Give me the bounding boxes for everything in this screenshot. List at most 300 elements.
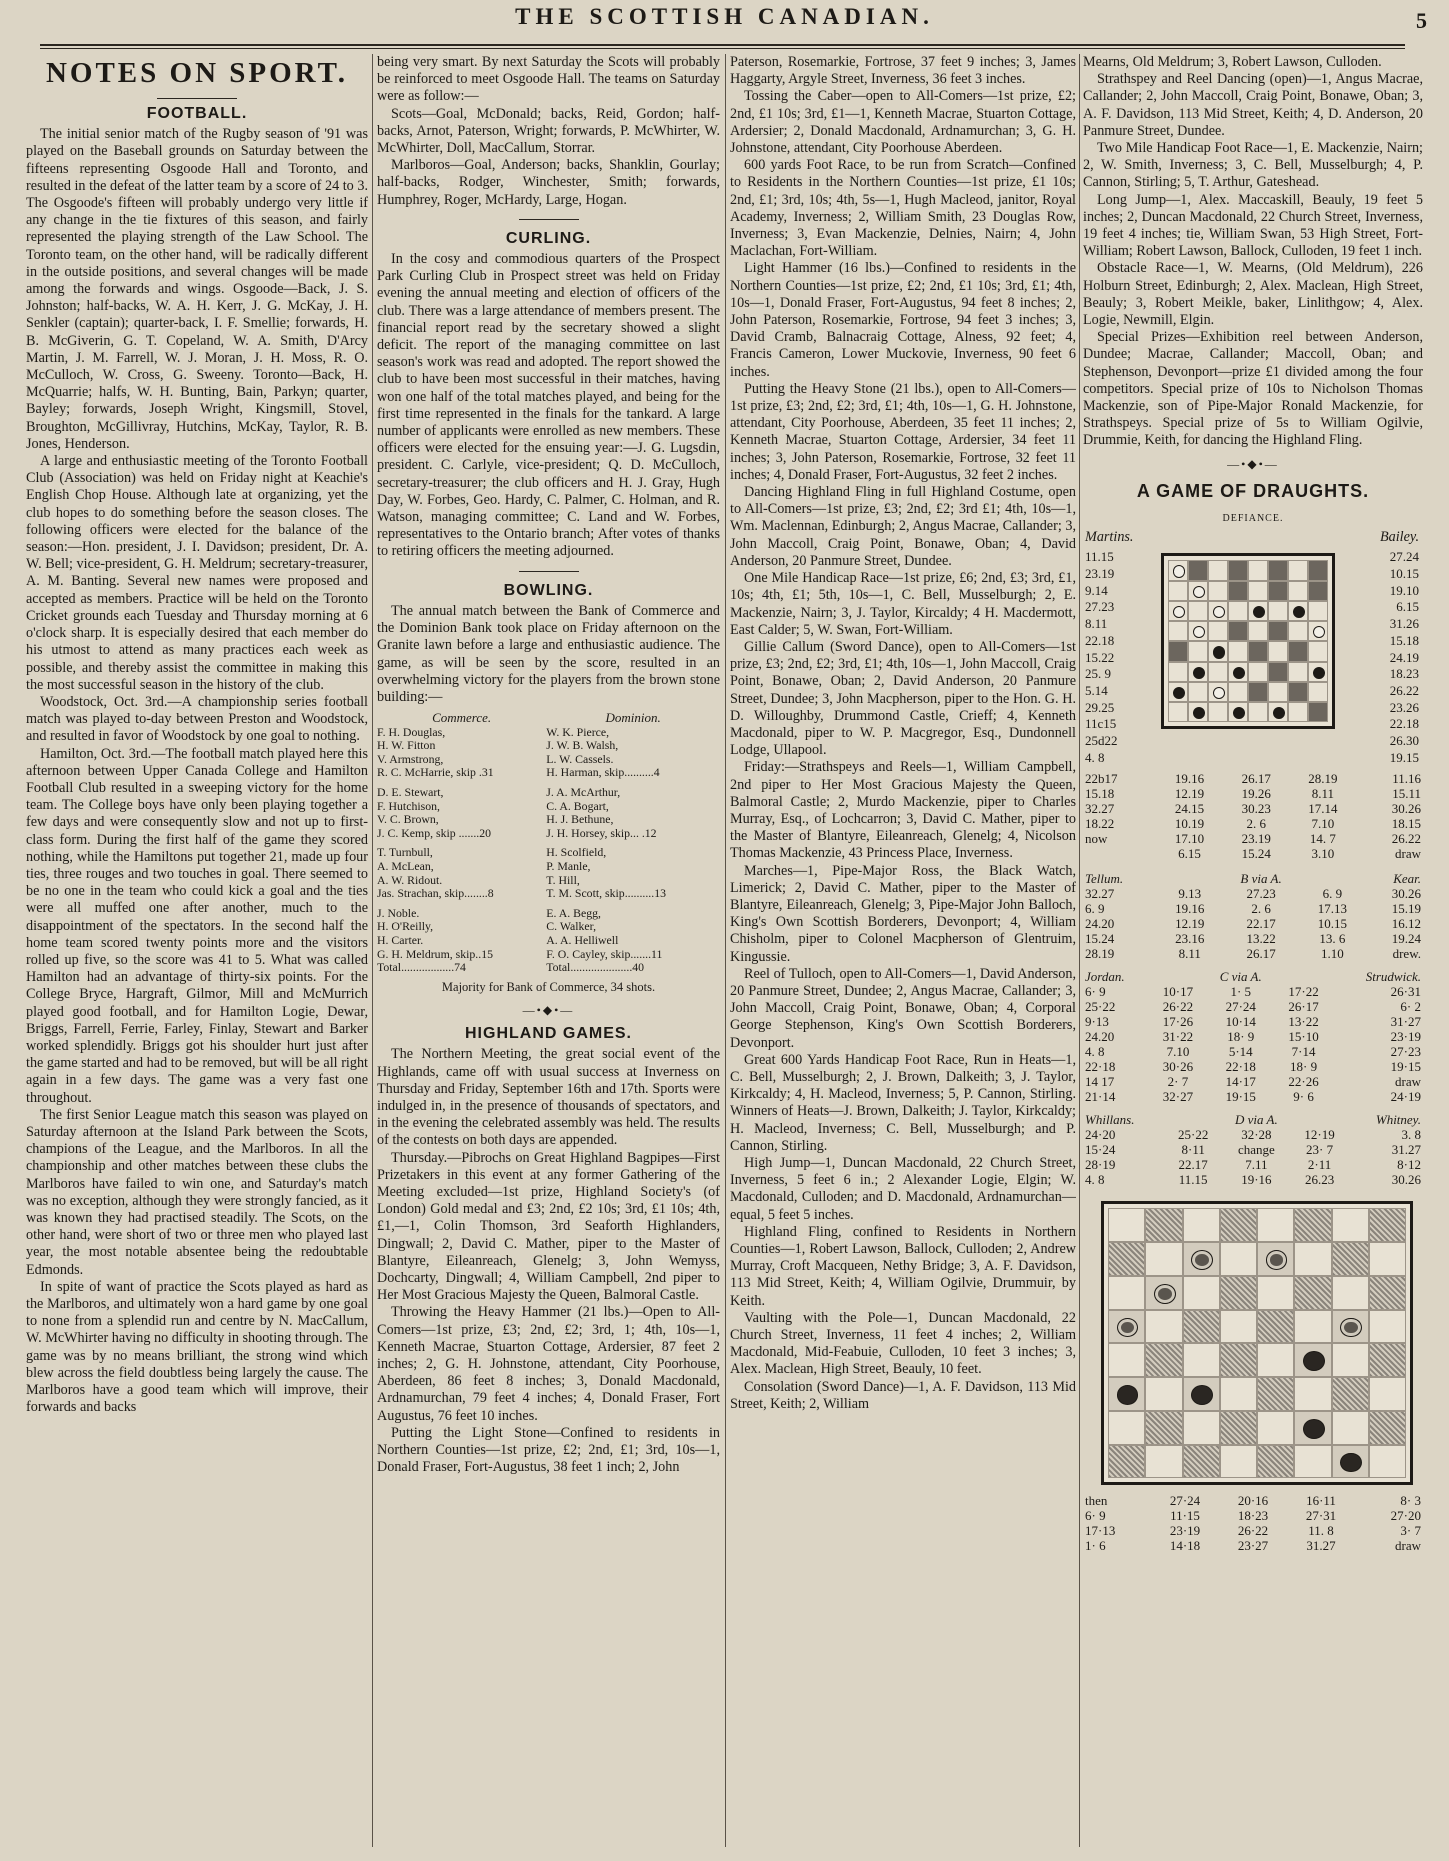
board-square bbox=[1288, 641, 1308, 661]
moves-row bbox=[1083, 816, 1423, 831]
dominion-player: T. M. Scott, skip..........13 bbox=[546, 886, 666, 901]
heading-rule bbox=[157, 98, 237, 99]
board-square bbox=[1183, 1377, 1220, 1411]
draughts-move: 17.14 bbox=[1308, 801, 1338, 817]
commerce-player: D. E. Stewart, bbox=[377, 785, 444, 800]
draughts-move: 15.19 bbox=[1391, 901, 1421, 917]
draughts-move: 24·19 bbox=[1390, 1089, 1421, 1105]
dominion-player: H. Harman, skip..........4 bbox=[546, 765, 660, 780]
board-square bbox=[1145, 1242, 1182, 1276]
draughts-move: 7.10 bbox=[1311, 816, 1335, 832]
board-square bbox=[1288, 560, 1308, 580]
player-name: Jordan. bbox=[1085, 969, 1125, 985]
dominion-player: J. W. B. Walsh, bbox=[546, 738, 619, 753]
draughts-move: 26·17 bbox=[1288, 999, 1319, 1015]
commerce-player: H. O'Reilly, bbox=[377, 919, 434, 934]
board-square bbox=[1332, 1208, 1369, 1242]
board-square bbox=[1268, 641, 1288, 661]
draughts-move: 19·15 bbox=[1225, 1089, 1256, 1105]
draughts-heading: A GAME OF DRAUGHTS. bbox=[1136, 480, 1370, 501]
black-piece bbox=[1273, 707, 1285, 719]
board-square bbox=[1248, 662, 1268, 682]
draughts-move: 10·14 bbox=[1225, 1014, 1256, 1030]
commerce-player: R. C. McHarrie, skip .31 bbox=[377, 765, 494, 780]
draughts-move: 6. 9 bbox=[1085, 901, 1105, 917]
draughts-move: 10.19 bbox=[1174, 816, 1205, 832]
header-spacer bbox=[1302, 871, 1362, 886]
highland-result: Dancing Highland Fling in full Highland Costume, open to All-Comers—1st prize, £3; 2nd, £2; 3rd £1; 4th, 10s—1, Wm. Maclennan, Edinburgh; 2, Angus Macrae, Callander; 3, John Maccoll, Craig Point, Bonawe, Oban; 4, David Anderson, 20 Panmure Street, Dundee. bbox=[730, 484, 1076, 569]
player-name: Whillans. bbox=[1085, 1112, 1135, 1128]
board-square bbox=[1294, 1343, 1331, 1377]
board-square bbox=[1228, 682, 1248, 702]
board-square bbox=[1369, 1377, 1406, 1411]
highland-result: Gillie Callum (Sword Dance), open to All-Comers—1st prize, £3; 2nd, £2; 3rd, £1; 4th, 10s—1, John Maccoll, Craig Point, Bonawe, Oban; 2, David Anderson, 20 Panmure Street, Dundee; 3, John Macpherson, piper to the Hon. G. H. D. Willoughby, Drummond Castle, Crieff; 4, Kenneth Macdonald, piper to W. P. Macgregor, Esq., Dundonnell Lodge, Ullapool. bbox=[730, 638, 1076, 759]
draughts-move: 17.13 bbox=[1317, 901, 1347, 917]
draughts-move: 3.10 bbox=[1311, 846, 1335, 862]
variation-d-table bbox=[1083, 1112, 1423, 1187]
player-name: Strudwick. bbox=[1365, 969, 1421, 985]
draughts-move: 19.24 bbox=[1391, 931, 1421, 947]
commerce-player: T. Turnbull, bbox=[377, 845, 433, 860]
highland-result: Great 600 Yards Handicap Foot Race, Run in Heats—1, C. Bell, Musselburgh; 2, J. Brown, Dalkeith; 3, J. Taylor, Kirkcaldy; 4, H. Macleod, Inverness; 5, P. Cannon, Stirling. Winners of Heats—J. Brown, Dalkeith; J. Taylor, Kirkcaldy; H. Macleod, Inverness; C. Bell, Musselburgh; and P. Cannon, Stirling. bbox=[730, 1051, 1076, 1154]
board-square bbox=[1369, 1445, 1406, 1479]
moves-row bbox=[1083, 1172, 1423, 1187]
draughts-move: 11c15 bbox=[1085, 716, 1117, 732]
moves-row bbox=[1083, 984, 1423, 999]
board-square bbox=[1294, 1310, 1331, 1344]
draughts-move: 23·27 bbox=[1237, 1538, 1269, 1554]
highland-result: Putting the Heavy Stone (21 lbs.), open to All-Comers—1st prize, £3; 2nd, £2; 3rd, £1; 4th, 10s—1, G. H. Johnstone, attendant, City Poorhouse, Aberdeen, 35 feet 11 inches; 2, Kenneth Macrae, Stuarton Cottage, Ardersier, 34 feet 11 inches; 3, John Paterson, Rosemarkie, Fortrose, 32 feet 11 inches; 4, Donald Fraser, Fort-Augustus, 32 feet 2 inches. bbox=[730, 380, 1076, 483]
moves-row bbox=[1083, 886, 1423, 901]
moves-row bbox=[1083, 901, 1423, 916]
highland-result: Highland Fling, confined to Residents in Northern Counties—1, Robert Lawson, Ballock, Culloden; 2, Andrew Murray, Croft Macqueen, Nethy Bridge; 3, A. F. Davidson, 113 Mid Street, Keith; 4, William Ogilvie, Drummuir, by Keith. bbox=[730, 1223, 1076, 1309]
highland-para: The Northern Meeting, the great social event of the Highlands, came off with usual success at Inverness on Thursday and Friday, September 16th and 17th. Sports were indulged in, in the presence of thousands of spectators, and in the evening the celebrated assembly was held. The results of the contests on both days are appended. bbox=[377, 1046, 720, 1149]
draughts-move: 6· 9 bbox=[1085, 984, 1106, 1000]
highland-para: Throwing the Heavy Hammer (21 lbs.)—Open to All-Comers—1st prize, £3; 2nd, £2; 3rd, 1; 4th, 10s—1, Kenneth Macrae, Stuarton Cottage, Ardersier, 87 feet 2 inches; 2, G. H. Johnstone, attendant, City Poorhouse, Aberdeen, 86 feet 8 inches; 3, Donald Macdonald, Ardnamurchan, 79 feet 4 inches; 4, Donald Fraser, Fort Augustus, 76 feet 10 inches. bbox=[377, 1304, 720, 1424]
draughts-move: 2. 6 bbox=[1246, 816, 1266, 832]
board-square bbox=[1288, 581, 1308, 601]
highland-result: Marches—1, Pipe-Major Ross, the Black Watch, Limerick; 2, David C. Mather, piper to the Master of Blantyre, Eileanreach, Glenelg; 3, Pipe-Major John Balloch, King's Own Scottish Borderers, Devonport; 4, William Chisholm, piper to Colonel Macpherson of Glentruim, Kingussie. bbox=[730, 862, 1076, 965]
draughts-move: 4. 8 bbox=[1085, 1172, 1105, 1188]
draughts-move: 24.20 bbox=[1085, 916, 1115, 932]
rink-row bbox=[377, 860, 720, 874]
dominion-player: H. Scolfield, bbox=[546, 845, 607, 860]
header-spacer bbox=[1166, 1112, 1220, 1127]
draughts-move: 22·18 bbox=[1085, 1059, 1116, 1075]
dominion-player: P. Manle, bbox=[546, 859, 591, 874]
highland-result: Strathspey and Reel Dancing (open)—1, Angus Macrae, Callander; 2, John Maccoll, Craig Point, Bonawe, Oban; 3, A. F. Davidson, 113 Mid Street, Keith; 4, D. Anderson, 20 Panmure Street, Dundee. bbox=[1083, 71, 1423, 139]
board-square bbox=[1332, 1242, 1369, 1276]
board-square bbox=[1145, 1377, 1182, 1411]
draughts-move: 26.17 bbox=[1241, 771, 1271, 787]
moves-row bbox=[1083, 916, 1423, 931]
black-piece bbox=[1117, 1385, 1139, 1405]
column-3 bbox=[730, 54, 1076, 1851]
draughts-move: 17·26 bbox=[1162, 1014, 1194, 1030]
board-square bbox=[1183, 1242, 1220, 1276]
rink-row bbox=[377, 753, 720, 767]
highland-result: Paterson, Rosemarkie, Fortrose, 37 feet 9 inches; 3, James Haggarty, Argyle Street, Inverness, 36 feet 3 inches. bbox=[730, 54, 1076, 88]
commerce-player: V. C. Brown, bbox=[377, 812, 439, 827]
board-square bbox=[1183, 1310, 1220, 1344]
football-para: The first Senior League match this season was played on Saturday afternoon at the Island Park between the Scots, champions of the League, and the Marlboros. In all the championship and other matches between these clubs the Marlboros have failed to win one, and Saturday's match was no exception, although they were strongly fancied, as it was known they had practised steadily. The Scots, on the other hand, were short of two or three men who played last year, the most notable absentee being the redoubtable Edmonds. bbox=[26, 1106, 368, 1278]
draughts-move: 4. 8 bbox=[1085, 1044, 1105, 1060]
dominion-player: H. J. Bethune, bbox=[546, 812, 614, 827]
draughts-move: 19·16 bbox=[1241, 1172, 1272, 1188]
variation-c-table bbox=[1083, 969, 1423, 1104]
board-square bbox=[1168, 581, 1188, 601]
draughts-move: 15.24 bbox=[1085, 931, 1115, 947]
board-square bbox=[1188, 601, 1208, 621]
draughts-opening: DEFIANCE. bbox=[1222, 513, 1284, 525]
board-square bbox=[1369, 1242, 1406, 1276]
board-square bbox=[1332, 1276, 1369, 1310]
draughts-move: 14·18 bbox=[1169, 1538, 1201, 1554]
draughts-move: 21·14 bbox=[1085, 1089, 1116, 1105]
draughts-move: 23.16 bbox=[1175, 931, 1205, 947]
board-square bbox=[1220, 1411, 1257, 1445]
moves-row bbox=[1083, 946, 1423, 961]
board-square bbox=[1268, 702, 1288, 722]
draughts-move: 2·11 bbox=[1307, 1157, 1332, 1173]
black-piece bbox=[1191, 1385, 1213, 1405]
draughts-move: 19.16 bbox=[1175, 901, 1205, 917]
draughts-move: 8.11 bbox=[1178, 946, 1201, 962]
board-square bbox=[1332, 1377, 1369, 1411]
black-piece bbox=[1253, 606, 1265, 618]
bowling-heading: BOWLING. bbox=[503, 581, 594, 599]
board-square bbox=[1168, 702, 1188, 722]
board-square bbox=[1108, 1377, 1145, 1411]
board-square bbox=[1248, 682, 1268, 702]
rink-row bbox=[377, 813, 720, 827]
board-square bbox=[1145, 1411, 1182, 1445]
draughts-move: 32.27 bbox=[1085, 801, 1115, 817]
black-piece bbox=[1303, 1419, 1325, 1439]
draughts-move: 15·24 bbox=[1085, 1142, 1116, 1158]
board-square bbox=[1369, 1310, 1406, 1344]
draughts-move: 19.26 bbox=[1241, 786, 1271, 802]
board-square bbox=[1168, 601, 1188, 621]
football-para: Woodstock, Oct. 3rd.—A championship series football match was played to-day between Preston and Woodstock, and resulted in favor of Woodstock by one goal to nothing. bbox=[26, 693, 368, 745]
player-name: Whitney. bbox=[1375, 1112, 1421, 1128]
newspaper-title: THE SCOTTISH CANADIAN. bbox=[515, 4, 934, 29]
football-para: The initial senior match of the Rugby season of '91 was played on the Baseball grounds on Saturday between the fifteens representing Osgoode Hall and Toronto, and resulted in the defeat of the latter team by a score of 24 to 3. The Osgoode's fifteen will probably undergo very little if any change in the tie fixtures of this season, and fairly represented the playing strength of the Law School. The Toronto team, on the other hand, will be radically different in the outside positions, and several changes will be made among the forwards and wings. Osgoode—Back, J. S. Johnston; half-backs, W. A. H. Kerr, J. G. McKay, J. H. Senkler (captain); quarter-back, I. F. Smellie; forwards, H. B. McGiverin, G. T. Copeland, W. A. Smith, D'Arcy Martin, J. M. Farrell, W. J. Moran, J. H. Moss, R. O. McCulloch, W. Cross, G. Sweeny. Toronto—Back, H. McQuarrie; halfs, W. H. Bunting, Bain, Parkyn; quarter, Bayley; forwards, Joseph Wright, Kingsmill, Stovel, Broughton, McGillivray, Hutchins, McKay, Taylor, R. B. Jones, Henderson. bbox=[26, 126, 368, 452]
board-square bbox=[1208, 621, 1228, 641]
black-piece bbox=[1213, 646, 1225, 658]
draughts-move: now bbox=[1085, 831, 1108, 847]
commerce-player: Jas. Strachan, skip........8 bbox=[377, 886, 494, 901]
draughts-move: 8·12 bbox=[1397, 1157, 1421, 1173]
draughts-move: 9· 6 bbox=[1293, 1089, 1314, 1105]
draughts-move: 26·31 bbox=[1390, 984, 1421, 1000]
rink-row bbox=[377, 874, 720, 888]
highland-result: Consolation (Sword Dance)—1, A. F. Davidson, 113 Mid Street, Keith; 2, William bbox=[730, 1378, 1076, 1412]
draughts-move: 27·31 bbox=[1305, 1508, 1337, 1524]
moves-row bbox=[1083, 931, 1423, 946]
draughts-move: 10.15 bbox=[1389, 565, 1419, 581]
moves-row bbox=[1083, 1089, 1423, 1104]
rink-row bbox=[377, 827, 720, 841]
draughts-move: 5.14 bbox=[1085, 682, 1108, 698]
board-square bbox=[1168, 560, 1188, 580]
board-square bbox=[1228, 662, 1248, 682]
dominion-player: T. Hill, bbox=[546, 872, 580, 887]
draughts-move: 22.17 bbox=[1246, 916, 1276, 932]
black-piece bbox=[1293, 606, 1305, 618]
draughts-move: 17·22 bbox=[1288, 984, 1319, 1000]
highland-result: Obstacle Race—1, W. Mearns, (Old Meldrum), 226 Holburn Street, Edinburgh; 2, Alex. Maclean, High Street, Beauly; 3, Robert Meikle, baker, Linlithgow; 4, Alex. Logie, Newmill, Elgin. bbox=[1083, 260, 1423, 329]
draughts-move: 26.23 bbox=[1304, 1172, 1335, 1188]
board-square bbox=[1228, 641, 1248, 661]
board-square bbox=[1288, 662, 1308, 682]
board-square bbox=[1188, 702, 1208, 722]
board-square bbox=[1220, 1445, 1257, 1479]
sport-heading: NOTES ON SPORT. bbox=[45, 57, 349, 89]
black-piece bbox=[1193, 667, 1205, 679]
draughts-move: 2· 7 bbox=[1167, 1074, 1189, 1090]
player-bailey: Bailey. bbox=[1379, 529, 1419, 546]
highland-result: Friday:—Strathspeys and Reels—1, William Campbell, 2nd piper to Her Most Gracious Majesty the Queen, Balmoral Castle; 2, Murdo Mackenzie, piper to Charles Murray, Esq., of Lochcarron; 3, David C. Mather, piper to the Master of Blantyre, Eileanreach, Glenelg; 4, Nicolson Thomas Mackenzie, 43 Princess Place, Inverness. bbox=[730, 759, 1076, 862]
draughts-move: 18· 9 bbox=[1289, 1059, 1318, 1075]
board-square bbox=[1308, 702, 1328, 722]
draughts-move: 10·17 bbox=[1162, 984, 1194, 1000]
white-piece bbox=[1266, 1250, 1288, 1270]
board-square bbox=[1332, 1411, 1369, 1445]
draughts-move: 28.19 bbox=[1308, 771, 1338, 787]
white-piece bbox=[1117, 1318, 1139, 1338]
commerce-player: J. C. Kemp, skip .......20 bbox=[377, 825, 492, 840]
board-square bbox=[1188, 682, 1208, 702]
bottom-moves-table bbox=[1083, 1493, 1423, 1553]
board-square bbox=[1257, 1445, 1294, 1479]
commerce-player: H. Carter. bbox=[377, 933, 424, 948]
football-continued: being very smart. By next Saturday the Scots will probably be reinforced to meet Osgoode Hall. The teams on Saturday were as follow:— bbox=[377, 54, 720, 105]
board-square bbox=[1208, 641, 1228, 661]
draughts-move: 31.27 bbox=[1306, 1538, 1336, 1554]
draughts-move: 15.18 bbox=[1389, 632, 1419, 648]
board-square bbox=[1168, 662, 1188, 682]
draughts-move: 31·22 bbox=[1162, 1029, 1194, 1045]
board-square bbox=[1308, 641, 1328, 661]
dominion-player: A. A. Helliwell bbox=[546, 933, 619, 948]
moves-row bbox=[1083, 1014, 1423, 1029]
draughts-move: then bbox=[1085, 1493, 1108, 1509]
board-square bbox=[1168, 641, 1188, 661]
board-square bbox=[1308, 621, 1328, 641]
draughts-move: 15.24 bbox=[1241, 846, 1271, 862]
draughts-move: 23·19 bbox=[1390, 1029, 1421, 1045]
rink-row bbox=[377, 907, 720, 921]
board-square bbox=[1257, 1411, 1294, 1445]
rink-row bbox=[377, 766, 720, 780]
draughts-move: 24.20 bbox=[1085, 1029, 1115, 1045]
board-square bbox=[1188, 662, 1208, 682]
board-square bbox=[1369, 1276, 1406, 1310]
board-square bbox=[1369, 1208, 1406, 1242]
total-dominion: Total.....................40 bbox=[546, 960, 645, 975]
ornament-divider: —•◆•— bbox=[1227, 456, 1279, 471]
white-piece bbox=[1193, 626, 1205, 638]
ornament-divider: —•◆•— bbox=[522, 1003, 575, 1017]
draughts-move: 18.15 bbox=[1391, 816, 1421, 832]
draughts-move: 19·15 bbox=[1390, 1059, 1421, 1075]
board-square bbox=[1369, 1343, 1406, 1377]
draughts-move: 9.14 bbox=[1085, 582, 1108, 598]
moves-row bbox=[1083, 801, 1423, 816]
board-square bbox=[1268, 621, 1288, 641]
highland-result: Vaulting with the Pole—1, Duncan Macdonald, 22 Church Street, Inverness, 11 feet 4 inches; 2, William Macdonald, Mid-Feabuie, Culloden, 10 feet 3 inches; 3, Alex. Maclean, High Street, Beauly, 10 feet. bbox=[730, 1309, 1076, 1378]
draughts-move: 6.15 bbox=[1178, 846, 1201, 862]
draughts-move: 11.16 bbox=[1392, 771, 1421, 787]
draughts-move: 22·26 bbox=[1288, 1074, 1319, 1090]
board-square bbox=[1248, 560, 1268, 580]
board-square bbox=[1208, 581, 1228, 601]
moves-row bbox=[1083, 1074, 1423, 1089]
board-square bbox=[1145, 1276, 1182, 1310]
draughts-move: 14 17 bbox=[1085, 1074, 1115, 1090]
rink-row bbox=[377, 726, 720, 740]
curling-heading: CURLING. bbox=[505, 229, 592, 247]
header-spacer bbox=[1293, 1112, 1347, 1127]
rink-row bbox=[377, 739, 720, 753]
draughts-move: 25. 9 bbox=[1085, 666, 1111, 682]
draughts-move: change bbox=[1237, 1142, 1275, 1158]
board-square bbox=[1108, 1276, 1145, 1310]
draughts-move: 26.17 bbox=[1246, 946, 1276, 962]
board-square bbox=[1248, 601, 1268, 621]
board-square bbox=[1257, 1310, 1294, 1344]
white-piece bbox=[1154, 1284, 1176, 1304]
page-number: 5 bbox=[1416, 8, 1427, 33]
bowling-majority: Majority for Bank of Commerce, 34 shots. bbox=[441, 979, 656, 994]
board-square bbox=[1294, 1445, 1331, 1479]
draughts-move: 11.15 bbox=[1178, 1172, 1208, 1188]
board-square bbox=[1220, 1343, 1257, 1377]
commerce-player: V. Armstrong, bbox=[377, 751, 444, 766]
draughts-board-1 bbox=[1161, 553, 1335, 729]
board-square bbox=[1257, 1208, 1294, 1242]
board-square bbox=[1208, 682, 1228, 702]
draughts-move: 22.17 bbox=[1178, 1157, 1208, 1173]
column-rule bbox=[725, 54, 726, 1847]
draughts-move: 5·14 bbox=[1228, 1044, 1253, 1060]
draughts-move: 22·18 bbox=[1225, 1059, 1256, 1075]
board-square bbox=[1268, 662, 1288, 682]
masthead-rule-thin bbox=[40, 48, 1405, 49]
highland-result: Tossing the Caber—open to All-Comers—1st prize, £2; 2nd, £1 10s; 3rd, £1—1, Kenneth Macrae, Stuarton Cottage, Ardersier; 2, Donald Macdonald, Ardnamurchan; 3, G. H. Johnstone, attendant, City Poorhouse Aberdeen. bbox=[730, 88, 1076, 157]
board-square bbox=[1220, 1242, 1257, 1276]
moves-row bbox=[1083, 771, 1423, 786]
board-square bbox=[1188, 621, 1208, 641]
draughts-move: 22.18 bbox=[1389, 716, 1419, 732]
commerce-player: G. H. Meldrum, skip..15 bbox=[377, 946, 493, 961]
draughts-move: 3· 7 bbox=[1400, 1523, 1421, 1539]
draughts-move: 18.22 bbox=[1085, 816, 1115, 832]
board-square bbox=[1288, 702, 1308, 722]
board-square bbox=[1168, 682, 1188, 702]
board-square bbox=[1288, 621, 1308, 641]
variation-label: C via A. bbox=[1219, 969, 1262, 985]
board-square bbox=[1208, 662, 1228, 682]
draughts-move: 27.24 bbox=[1389, 549, 1419, 565]
board-square bbox=[1288, 682, 1308, 702]
rink-row bbox=[377, 786, 720, 800]
board-square bbox=[1308, 581, 1328, 601]
draughts-move: 12.19 bbox=[1174, 786, 1205, 802]
moves-row bbox=[1083, 1157, 1423, 1172]
draughts-move: 25·22 bbox=[1177, 1127, 1209, 1143]
highland-result: Two Mile Handicap Foot Race—1, E. Mackenzie, Nairn; 2, W. Smith, Inverness; 3, C. Bell, Musselburgh; 4, P. Cannon, Stirling; 5, T. Arthur, Gateshead. bbox=[1083, 140, 1423, 191]
marlboros-lineup: Marlboros—Goal, Anderson; backs, Shanklin, Gourlay; half-backs, Rodger, Winchester, Smith; forwards, Humphrey, Roger, McHardy, Large, Hogan. bbox=[377, 157, 720, 208]
draughts-move: 2. 6 bbox=[1251, 901, 1271, 917]
draughts-move: 27·24 bbox=[1225, 999, 1256, 1015]
rink-row bbox=[377, 800, 720, 814]
draughts-move: 30.23 bbox=[1241, 801, 1271, 817]
section-divider bbox=[519, 571, 579, 572]
highland-result: Reel of Tulloch, open to All-Comers—1, David Anderson, 20 Panmure Street, Dundee; 2, Angus Macrae, Callander; 3, John Maccoll, Craig Point, Bonawe, Oban; 4, Corporal George Stephenson, King's Own Scottish Borderers, Devonport. bbox=[730, 965, 1076, 1051]
team-commerce: Commerce. bbox=[432, 710, 492, 726]
board-square bbox=[1294, 1276, 1331, 1310]
moves-row bbox=[1083, 1059, 1423, 1074]
draughts-move: 6.15 bbox=[1396, 599, 1419, 615]
moves-row bbox=[1083, 846, 1423, 861]
draughts-move: 7.10 bbox=[1166, 1044, 1190, 1060]
board-square bbox=[1228, 621, 1248, 641]
board-square bbox=[1108, 1343, 1145, 1377]
draughts-move: 26.22 bbox=[1391, 831, 1421, 847]
board-square bbox=[1183, 1411, 1220, 1445]
player-name: Kear. bbox=[1393, 871, 1421, 887]
draughts-move: 10.15 bbox=[1317, 916, 1347, 932]
board-square bbox=[1145, 1310, 1182, 1344]
board-square bbox=[1257, 1242, 1294, 1276]
draughts-move: 23·19 bbox=[1169, 1523, 1201, 1539]
draughts-move: 14·17 bbox=[1225, 1074, 1256, 1090]
board-square bbox=[1145, 1208, 1182, 1242]
draughts-move: 24.15 bbox=[1174, 801, 1205, 817]
rink-row bbox=[377, 920, 720, 934]
white-piece bbox=[1173, 565, 1185, 577]
white-piece bbox=[1193, 586, 1205, 598]
draughts-move: 3. 8 bbox=[1401, 1127, 1421, 1143]
board-square bbox=[1108, 1411, 1145, 1445]
draughts-move: 24.19 bbox=[1389, 649, 1419, 665]
draughts-move: 1.10 bbox=[1321, 946, 1344, 962]
moves-row bbox=[1083, 1044, 1423, 1059]
white-piece bbox=[1213, 606, 1225, 618]
draughts-move: 31·27 bbox=[1390, 1014, 1421, 1030]
board-square bbox=[1294, 1377, 1331, 1411]
board-square bbox=[1208, 560, 1228, 580]
draughts-move: 27·20 bbox=[1390, 1508, 1421, 1524]
rink-row bbox=[377, 948, 720, 962]
draughts-move: 30.26 bbox=[1391, 886, 1421, 902]
curling-para: In the cosy and commodious quarters of the Prospect Park Curling Club in Prospect street was held on Friday evening the annual meeting and election of officers of the club. There was a large attendance of members present. The financial report read by the secretary showed a slight deficit. The report of the managing committee on last season's work was read and adopted. The report showed the club to have been most successful in their matches, having won one half of the total matches played, and being for the first time represented in the finals for the tankard. A large number of applicants were enrolled as new members. These officers were elected for the ensuing year:—J. G. Lugsdin, president. C. Carlyle, vice-president; Q. D. McCulloch, secretary-treasurer; the club officers and H. J. Gray, Hugh Day, W. Forbes, Geo. Hardy, C. Palmer, C. Holman, and R. Watson, managing committee; C. Land and W. Forbes, representatives to the Ontario branch; After votes of thanks to retiring officers the meeting adjourned. bbox=[377, 251, 720, 560]
board-square bbox=[1248, 621, 1268, 641]
draughts-move: 28.19 bbox=[1085, 946, 1115, 962]
column-2 bbox=[377, 54, 720, 1851]
draughts-move: 15·10 bbox=[1288, 1029, 1319, 1045]
draughts-move: 32·27 bbox=[1162, 1089, 1194, 1105]
header-spacer bbox=[1277, 969, 1331, 984]
column-rule bbox=[372, 54, 373, 1847]
commerce-player: H. W. Fitton bbox=[377, 738, 436, 753]
draughts-move: 18· 9 bbox=[1227, 1029, 1255, 1045]
board-square bbox=[1188, 641, 1208, 661]
board-square bbox=[1308, 662, 1328, 682]
draughts-move: 31.27 bbox=[1391, 1142, 1421, 1158]
